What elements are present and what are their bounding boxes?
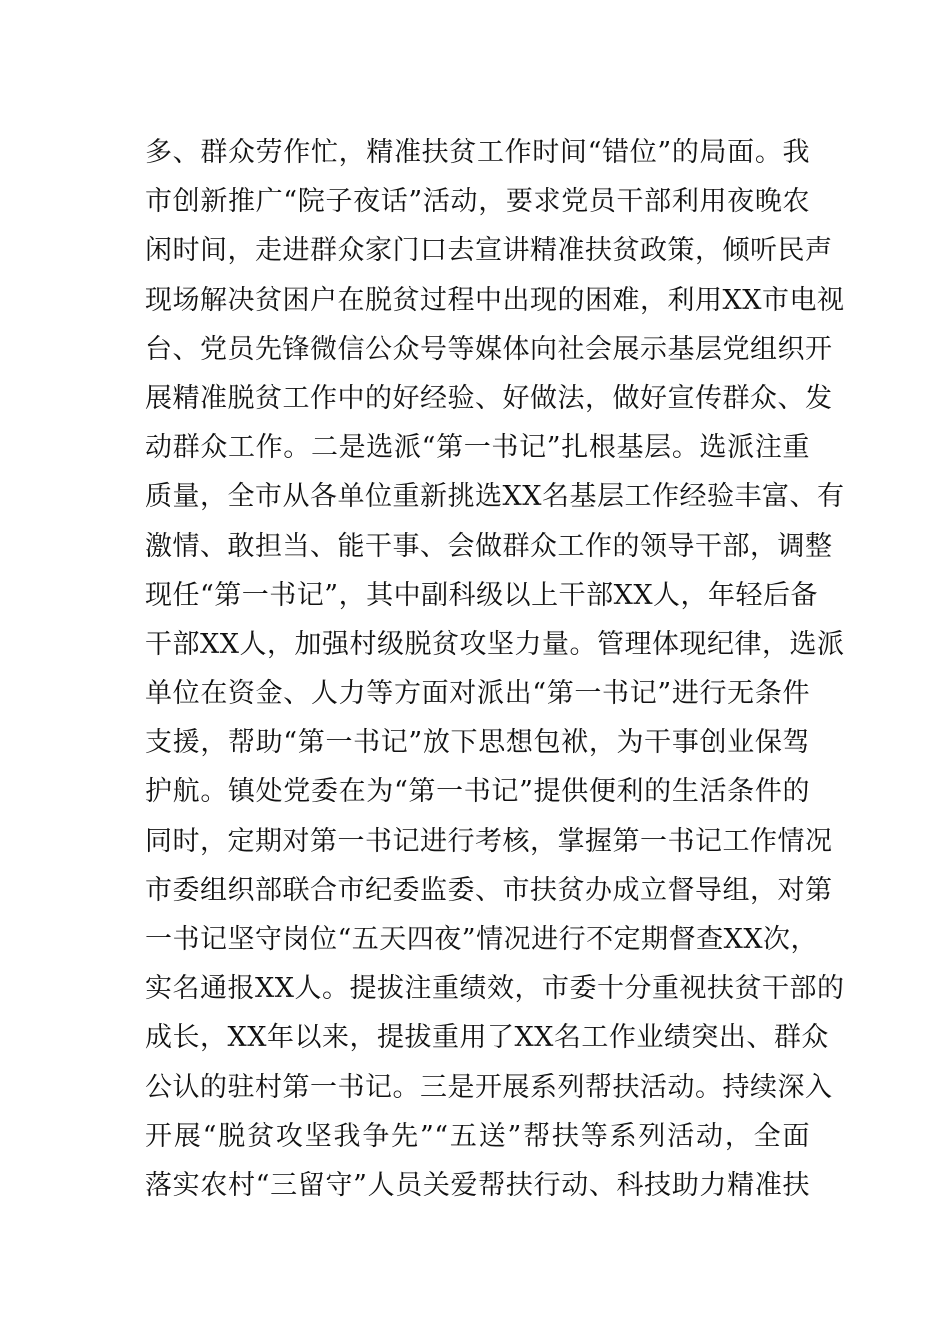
text-line: 质量，全市从各单位重新挑选XX名基层工作经验丰富、有: [145, 481, 845, 513]
text-line: 开展“脱贫攻坚我争先”“五送”帮扶等系列活动，全面: [145, 1120, 810, 1152]
text-line: 干部XX人，加强村级脱贫攻坚力量。管理体现纪律，选派: [145, 628, 845, 660]
text-line: 落实农村“三留守”人员关爱帮扶行动、科技助力精准扶: [145, 1169, 810, 1201]
text-line: 现任“第一书记”，其中副科级以上干部XX人，年轻后备: [145, 579, 819, 611]
text-line: 激情、敢担当、能干事、会做群众工作的领导干部，调整: [145, 530, 833, 562]
text-line: 单位在资金、人力等方面对派出“第一书记”进行无条件: [145, 678, 810, 710]
text-line: 展精准脱贫工作中的好经验、好做法，做好宣传群众、发: [145, 382, 833, 414]
text-line: 闲时间，走进群众家门口去宣讲精准扶贫政策，倾听民声: [145, 235, 833, 267]
text-line: 护航。镇处党委在为“第一书记”提供便利的生活条件的: [145, 776, 810, 808]
text-line: 市创新推广“院子夜话”活动，要求党员干部利用夜晚农: [145, 186, 810, 218]
text-line: 支援，帮助“第一书记”放下思想包袱，为干事创业保驾: [145, 727, 810, 759]
text-line: 一书记坚守岗位“五天四夜”情况进行不定期督查XX次，: [145, 924, 819, 955]
text-line: 成长，XX年以来，提拔重用了XX名工作业绩突出、群众: [145, 1022, 829, 1054]
text-line: 公认的驻村第一书记。三是开展系列帮扶活动。持续深入: [145, 1071, 833, 1103]
text-line: 多、群众劳作忙，精准扶贫工作时间“错位”的局面。我: [145, 137, 810, 168]
text-line: 动群众工作。二是选派“第一书记”扎根基层。选派注重: [145, 432, 810, 464]
text-line: 同时，定期对第一书记进行考核，掌握第一书记工作情况: [145, 825, 833, 857]
text-line: 市委组织部联合市纪委监委、市扶贫办成立督导组，对第: [145, 874, 833, 906]
text-line: 台、党员先锋微信公众号等媒体向社会展示基层党组织开: [145, 333, 833, 365]
text-line: 实名通报XX人。提拔注重绩效，市委十分重视扶贫干部的: [145, 973, 845, 1005]
body-paragraph: [145, 128, 845, 1210]
text-line: 现场解决贫困户在脱贫过程中出现的困难，利用XX市电视: [145, 284, 845, 316]
